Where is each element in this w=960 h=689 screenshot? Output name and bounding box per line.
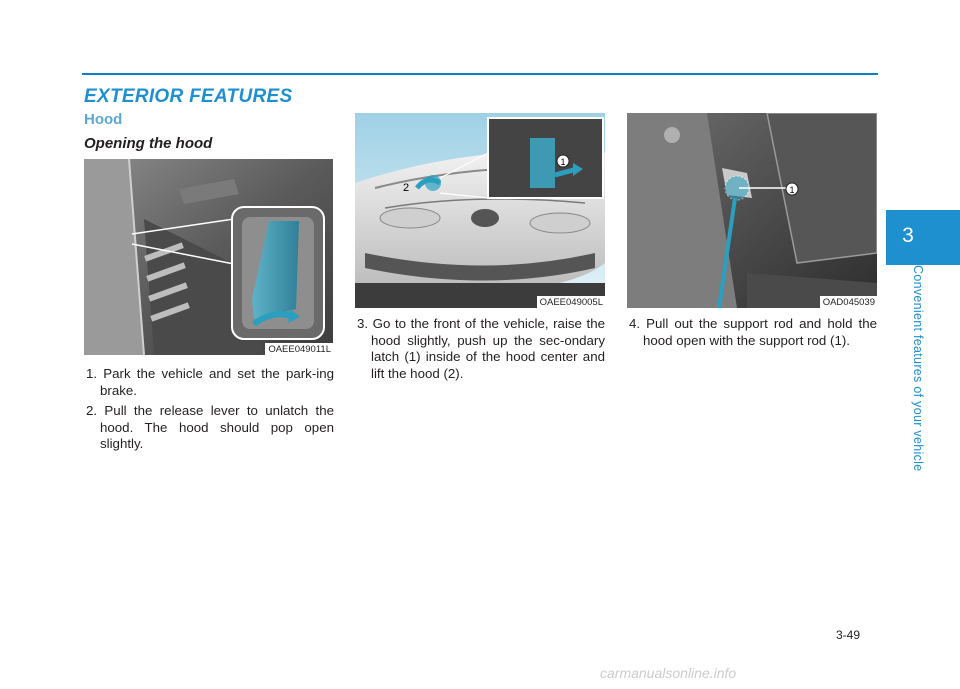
step-2: 2. Pull the release lever to unlatch the hood. The hood should pop open slightly. bbox=[86, 403, 334, 451]
chapter-tab bbox=[886, 210, 960, 265]
steps-column-3 bbox=[629, 316, 877, 353]
step-3: 3. Go to the front of the vehicle, raise the hood slightly, push up the sec-ondary latch (1) inside of the hood center and lift the hood (2). bbox=[357, 316, 605, 381]
secondary-latch-figure bbox=[355, 113, 605, 308]
chapter-number: 3 bbox=[902, 224, 914, 247]
callout-1: 1 bbox=[789, 185, 795, 195]
figure-code: OAD045039 bbox=[820, 296, 877, 308]
chapter-title-vertical bbox=[903, 265, 927, 495]
header-rule bbox=[82, 73, 878, 75]
figure-code: OAEE049005L bbox=[537, 296, 605, 308]
step-4: 4. Pull out the support rod and hold the hood open with the support rod (1). bbox=[629, 316, 877, 348]
release-lever-figure bbox=[84, 159, 333, 355]
page-number: 3-49 bbox=[836, 628, 861, 642]
step-1: 1. Park the vehicle and set the park-ing brake. bbox=[86, 366, 334, 398]
chapter-title: Convenient features of your vehicle bbox=[911, 265, 925, 472]
watermark: carmanualsonline.info bbox=[600, 665, 737, 681]
support-rod-figure bbox=[627, 113, 877, 308]
opening-hood-subheading: Opening the hood bbox=[84, 135, 213, 152]
hood-heading: Hood bbox=[84, 111, 123, 128]
callout-1: 1 bbox=[560, 157, 566, 167]
figure-code: OAEE049011L bbox=[265, 343, 333, 355]
steps-column-1 bbox=[86, 366, 334, 457]
section-title: EXTERIOR FEATURES bbox=[84, 86, 293, 107]
callout-2: 2 bbox=[403, 182, 410, 194]
steps-column-2 bbox=[357, 316, 605, 386]
